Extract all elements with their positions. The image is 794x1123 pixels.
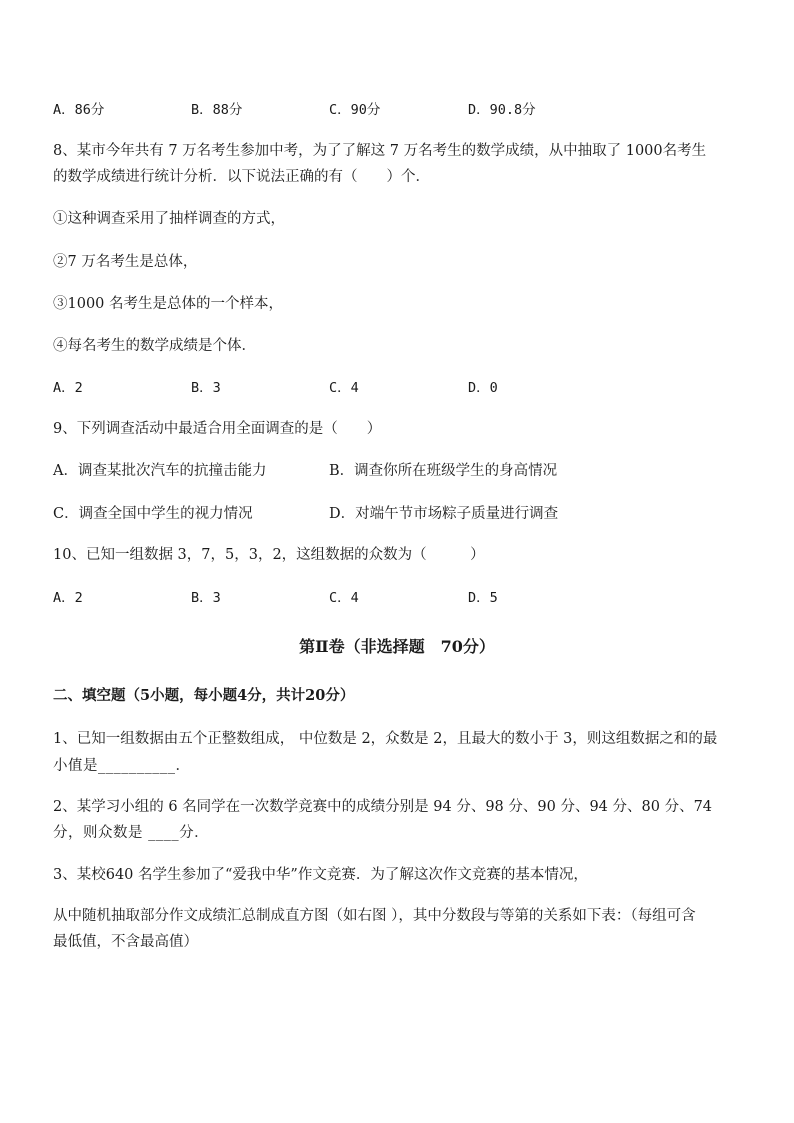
q8-statement-1: ①这种调查采用了抽样调查的方式， — [53, 211, 285, 227]
fill1-line1: 1、已知一组数据由五个正整数组成， 中位数是 2，众数是 2，且最大的数小于 3，则这组数据之和的最 — [53, 731, 718, 747]
part2-title: 第Ⅱ卷（非选择题 70分） — [299, 637, 495, 656]
q9-option-c: C．调查全国中学生的视力情况 — [53, 506, 253, 522]
q8-option-c: C．4 — [329, 380, 359, 396]
q8-statement-3: ③1000 名考生是总体的一个样本， — [53, 296, 284, 312]
fill3-line1: 3、某校640 名学生参加了“爱我中华”作文竞赛．为了解这次作文竞赛的基本情况， — [53, 867, 588, 883]
q7-option-b: B．88分 — [191, 102, 243, 118]
q7-option-d: D．90.8分 — [468, 102, 536, 118]
q8-stem-line2: 的数学成绩进行统计分析．以下说法正确的有（ ）个． — [53, 169, 430, 185]
q8-statement-2: ②7 万名考生是总体， — [53, 254, 198, 270]
fill3-line2: 从中随机抽取部分作文成绩汇总制成直方图（如右图 ），其中分数段与等第的关系如下表：（每组可含 — [53, 908, 696, 924]
q8-statement-4: ④每名考生的数学成绩是个体． — [53, 338, 256, 354]
q10-option-d: D．5 — [468, 590, 498, 606]
q8-option-d: D．0 — [468, 380, 498, 396]
fill1-line2: 小值是__________． — [53, 758, 191, 774]
fill3-line3: 最低值，不含最高值） — [53, 934, 198, 950]
q7-option-c: C．90分 — [329, 102, 381, 118]
q9-option-b: B．调查你所在班级学生的身高情况 — [329, 463, 558, 479]
section2-title: 二、填空题（5小题，每小题4分，共计20分） — [53, 687, 355, 704]
fill2-line2: 分，则众数是 ____分． — [53, 825, 210, 841]
q8-stem-line1: 8、某市今年共有 7 万名考生参加中考，为了了解这 7 万名考生的数学成绩，从中抽取了 1000名考生 — [53, 143, 707, 159]
q8-option-b: B．3 — [191, 380, 221, 396]
q10-option-b: B．3 — [191, 590, 221, 606]
q9-option-a: A．调查某批次汽车的抗撞击能力 — [53, 463, 267, 479]
q10-stem: 10、已知一组数据 3，7，5，3，2，这组数据的众数为（ ） — [53, 547, 485, 563]
q10-option-c: C．4 — [329, 590, 359, 606]
q7-option-a: A．86分 — [53, 102, 105, 118]
q10-option-a: A．2 — [53, 590, 83, 606]
fill2-line1: 2、某学习小组的 6 名同学在一次数学竞赛中的成绩分别是 94 分、98 分、90 分、94 分、80 分、74 — [53, 799, 713, 815]
q9-stem: 9、下列调查活动中最适合用全面调查的是（ ） — [53, 421, 382, 437]
q8-option-a: A．2 — [53, 380, 83, 396]
q9-option-d: D．对端午节市场粽子质量进行调查 — [329, 506, 559, 522]
